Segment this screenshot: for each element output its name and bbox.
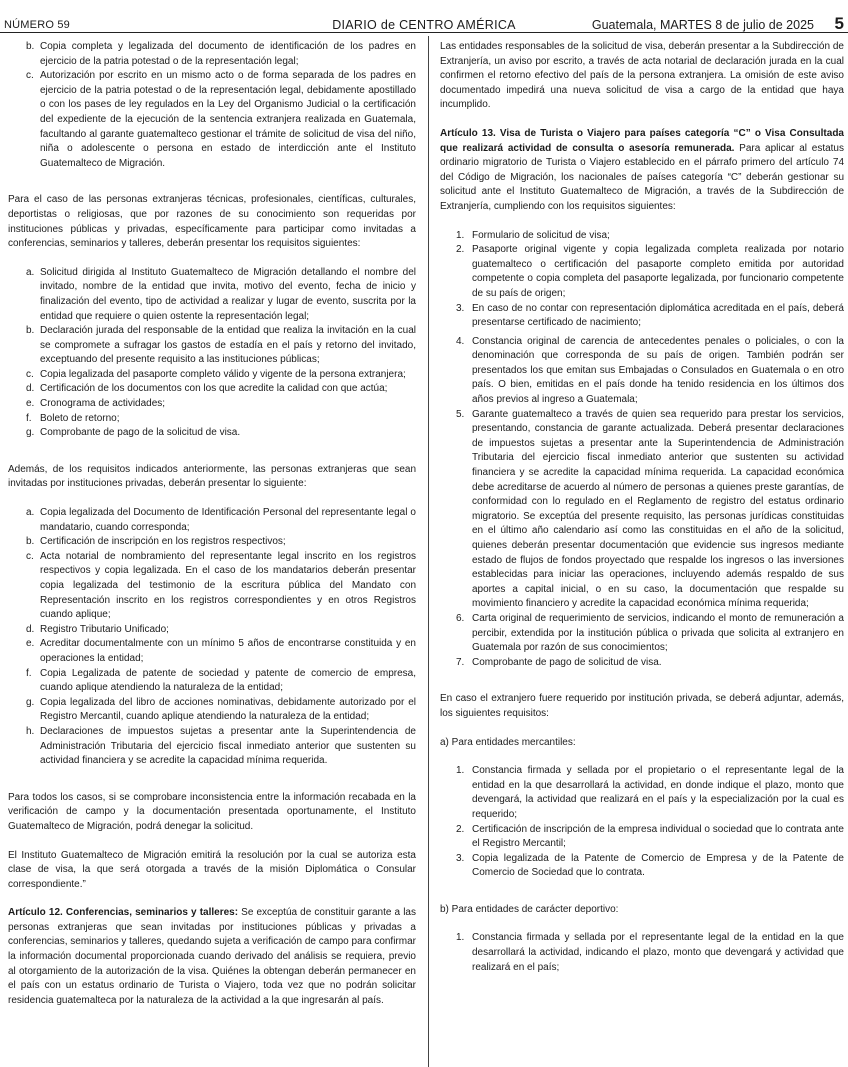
list-item: c. Copia legalizada del pasaporte completo válido y vigente de la persona extranjera; xyxy=(26,368,406,380)
list-item: 1. Constancia firmada y sellada por el propietario o el representante legal de la entidad en la que desarrollará la actividad, en donde indique el plazo, monto que devengará, la actividad que realizará en el país y la especialización por la cual es requerido; xyxy=(456,765,844,820)
dateline: Guatemala, MARTES 8 de julio de 2025 xyxy=(591,18,814,32)
list-sports-requirements xyxy=(440,931,844,975)
list-item: 3. Copia legalizada de la Patente de Comercio de Empresa y de la Patente de Comercio de Sociedad que lo contrata. xyxy=(456,852,844,879)
list-item: d. Registro Tributario Unificado; xyxy=(26,623,169,635)
paragraph: Para el caso de las personas extranjeras técnicas, profesionales, científicas, culturales, deportistas o religiosas, que por razones de su conocimiento son requeridas por instituciones públicas y privadas, específicamente para participar como invitadas a conferencias, seminarios y talleres, deberán presentar los requisitos siguientes: xyxy=(8,194,416,250)
page-header xyxy=(0,0,848,33)
list-item: 2. Certificación de inscripción de la empresa individual o sociedad que lo contrata ante el Registro Mercantil; xyxy=(456,823,844,850)
list-mercantile-requirements xyxy=(440,764,844,881)
right-column xyxy=(440,40,844,975)
list-item: e. Cronograma de actividades; xyxy=(26,398,166,410)
publication-title: DIARIO de CENTRO AMÉRICA xyxy=(332,18,516,32)
list-item: 7. Comprobante de pago de solicitud de visa. xyxy=(456,656,662,668)
article-body: Para aplicar al estatus ordinario migratorio de Turista o Viajero establecido en el párrafo primero del artículo 74 del Código de Migración, los nacionales de países categoría “C” deberán gestionar su solicitud ante el Instituto Guatemalteco de Migración, a través de la Subdirección de Extranjería, cumpliendo con los requisitos siguientes: xyxy=(440,142,844,212)
subheading: a) Para entidades mercantiles: xyxy=(440,736,576,748)
list-item: h. Declaraciones de impuestos sujetas a presentar ante la Superintendencia de Administración Tributaria del ejercicio fiscal inmediato anterior que sustenten su actividad financiera y se acredite la capacidad mínima requerida. xyxy=(26,725,416,767)
list-item: f. Copia Legalizada de patente de sociedad y patente de comercio de empresa, cuando aplique atendiendo la naturaleza de la entidad; xyxy=(26,667,416,694)
list-private-institution-requirements xyxy=(8,506,416,769)
paragraph: Las entidades responsables de la solicitud de visa, deberán presentar a la Subdirección de Extranjería, un aviso por escrito, a través de acta notarial de declaración jurada en la cual confirmen el retorno efectivo del país de la persona extranjera. La omisión de este aviso documentado impedirá una nueva solicitud de visa a cargo de la entidad que haya incumplido. xyxy=(440,41,844,111)
list-item: d. Certificación de los documentos con los que acredite la calidad con que actúa; xyxy=(26,383,388,395)
list-item: g. Comprobante de pago de la solicitud de visa. xyxy=(26,427,241,439)
paragraph: Para todos los casos, si se comprobare inconsistencia entre la información recabada en la verificación de campo y la documentación presentada oportunamente, el Instituto Guatemalteco de Migración, podrá denegar la solicitud. xyxy=(8,791,416,832)
paragraph: El Instituto Guatemalteco de Migración emitirá la resolución por la cual se autoriza esta clase de visa, la que será otorgada a través de la misión Diplomática o Consular correspondiente.” xyxy=(8,849,416,890)
list-item: g. Copia legalizada del libro de acciones nominativas, debidamente autorizado por el Registro Mercantil, cuando aplique atendiendo la naturaleza de la entidad; xyxy=(26,696,416,723)
list-conference-requirements xyxy=(8,266,416,441)
list-item: e. Acreditar documentalmente con un mínimo 5 años de encontrarse constituida y en operaciones la entidad; xyxy=(26,638,416,664)
article-title: Artículo 12. Conferencias, seminarios y talleres: xyxy=(8,907,239,919)
article-body: Se exceptúa de constituir garante a las personas extranjeras que sean invitadas por instituciones públicas y privadas a conferencias, seminarios y talleres, quedando sujeta a verificación de campo para confirmar la información documental proporcionada cuando derivado del análisis se requiera, previo al otorgamiento de la autorización de la visa. Quiénes la obtengan deberán permanecer en el país con un estatus ordinario de Turista o Viajero, toda vez que no podrán solicitar residencia guatemalteca por la naturaleza de la actividad a la que ingresarán al país. xyxy=(8,907,416,1006)
list-item: a. Solicitud dirigida al Instituto Guatemalteco de Migración detallando el nombre del invitado, nombre de la entidad que invita, motivo del evento, fecha de inicio y finalización del evento, tipo de actividad a realizar y lugar de evento, suscrita por la entidad que requiere o quien ostente la representación legal; xyxy=(26,266,416,322)
list-item: f. Boleto de retorno; xyxy=(26,412,120,424)
list-item: 6. Carta original de requerimiento de servicios, indicando el monto de remuneración a percibir, extendida por la institución pública o privada que solicita al extranjero en Guatemala por razón de sus conocimientos; xyxy=(456,612,844,654)
list-item: 1. Constancia firmada y sellada por el representante legal de la entidad en la que desarrollará la actividad, indicando el plazo, monto que devengará y actividad que realizará en el país; xyxy=(456,932,844,973)
subheading: b) Para entidades de carácter deportivo: xyxy=(440,903,619,915)
list-item: 1. Formulario de solicitud de visa; xyxy=(456,229,610,241)
left-column xyxy=(8,40,416,1008)
page-number: 5 xyxy=(834,14,844,33)
article-title: Artículo 13. Visa de Turista o Viajero para países categoría “C” o Visa Consultada que realizará actividad de consulta o asesoría remunerada. xyxy=(440,127,844,154)
list-minor-requirements xyxy=(8,40,416,171)
list-item: 4. Constancia original de carencia de antecedentes penales o policiales, o con la denominación que corresponda de su país de origen. También podrán ser presentados los que emitan sus Embajadas o Consulados en Guatemala o en otro país. O bien, emitidas en el país donde ha tenido residencia en los últimos dos años previos al ingreso a Guatemala; xyxy=(456,335,844,406)
list-item: b. Declaración jurada del responsable de la entidad que realiza la invitación en la cual se compromete a sufragar los gastos de estadía en el país y retorno del invitado, exceptuando del presente requisito a las instituciones públicas; xyxy=(26,325,416,366)
list-item: 3. En caso de no contar con representación diplomática acreditada en el país, deberá presentarse certificado de nacimiento; xyxy=(456,302,844,329)
paragraph: En caso el extranjero fuere requerido por institución privada, se deberá adjuntar, además, los siguientes requisitos: xyxy=(440,693,844,719)
article-12 xyxy=(8,906,416,1008)
issue-number: NÚMERO 59 xyxy=(4,19,70,31)
paragraph: Además, de los requisitos indicados anteriormente, las personas extranjeras que sean invitadas por instituciones privadas, deberán presentar lo siguiente: xyxy=(8,463,416,490)
list-category-c-requirements xyxy=(440,229,844,671)
list-item: b. Copia completa y legalizada del documento de identificación de los padres en ejercicio de la patria potestad o de la representación legal; xyxy=(26,41,416,67)
list-item: 2. Pasaporte original vigente y copia legalizada completa realizada por notario guatemalteco o certificación del pasaporte completo emitida por autoridad competente o copia completa del pasaporte legalizada, por funcionario competente de su país de origen; xyxy=(456,244,844,299)
list-item: c. Acta notarial de nombramiento del representante legal inscrito en los registros respectivos y copia legalizada. En el caso de los mandatarios deberán presentar copia legalizada del testimonio de la escritura pública del Mandato con Representación inscrito en los registros correspondientes y en otros Registros cuando aplique; xyxy=(26,550,416,621)
list-item: 5. Garante guatemalteco a través de quien sea requerido para prestar los servicios, presentando, constancia de garante actualizada. Deberá presentar declaraciones de impuestos sujetas a presentar ante la Superintendencia de Administración Tributaria del ejercicio fiscal inmediato anterior que sustenten su actividad financiera y se acredite la capacidad mínima requerida. La capacidad económica debe acreditarse de acuerdo al número de personas a quienes preste garantías, de conformidad con lo regulado en el Reglamento de registro del estatus ordinario migratorio. Se exceptúa del presente requisito, las personas jurídicas constituidas en el último año calendario así como las constituidas en el año de la solicitud, quienes deberán presentar documentación que evidencie sus ingresos mediante estado de flujos de fondos proyectado que respalde los ingresos o las inversiones establecidas para iniciar las operaciones, incluyendo además respaldo de sus aportes a capital inicial, o en su caso, la documentación que respalde su movimiento financiero y acredite la capacidad económica mínima requerida; xyxy=(456,408,844,610)
column-divider xyxy=(428,36,429,1067)
list-item: c. Autorización por escrito en un mismo acto o de forma separada de los padres en ejercicio de la patria potestad o de la representación legal, debidamente apostillado o con los pases de ley regulados en la Ley del Organismo Judicial o la certificación del expediente de la ejecución de la sentencia extranjera realizada en Guatemala, facultando al garante guatemalteco gestionar el trámite de solicitud de visa del niño, niña o adolescente o persona en estado de interdicción ante el Instituto Guatemalteco de Migración. xyxy=(26,70,416,169)
list-item: b. Certificación de inscripción en los registros respectivos; xyxy=(26,536,286,548)
article-13 xyxy=(440,127,844,215)
list-item: a. Copia legalizada del Documento de Identificación Personal del representante legal o mandatario, cuando corresponda; xyxy=(26,507,416,533)
